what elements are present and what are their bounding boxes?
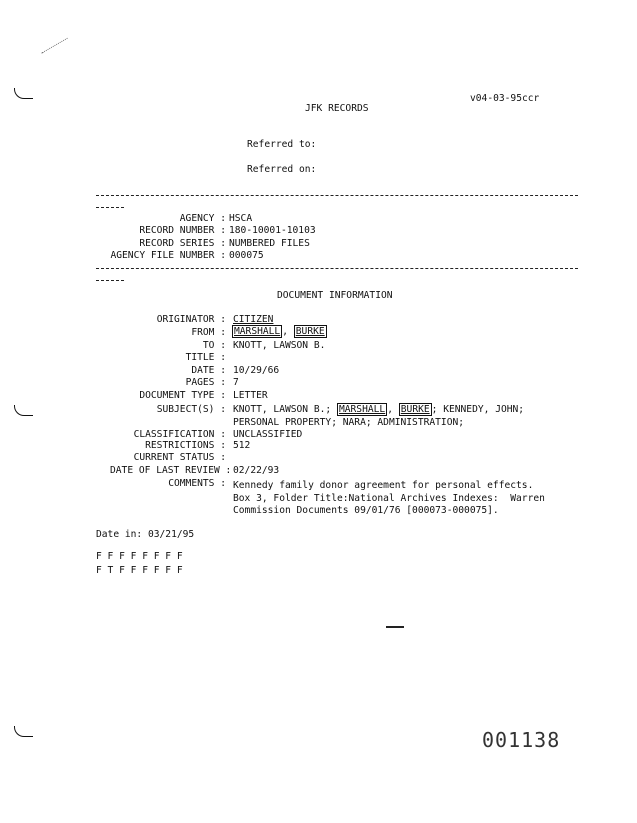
to-value: KNOTT, LAWSON B. <box>233 340 326 351</box>
date-label: DATE : <box>191 365 226 376</box>
flag-row: F F F F F F F F <box>96 551 183 562</box>
to-label: TO : <box>202 340 226 351</box>
date-value: 10/29/66 <box>233 365 280 376</box>
record-series-value: NUMBERED FILES <box>229 238 310 249</box>
originator-value: CITIZEN <box>233 314 274 325</box>
divider <box>96 268 578 269</box>
comments-line: Box 3, Folder Title:National Archives Indexes: Warren <box>233 493 545 504</box>
subjects-value-line2: PERSONAL PROPERTY; NARA; ADMINISTRATION; <box>233 417 465 428</box>
agency-file-number-label: AGENCY FILE NUMBER : <box>110 250 226 261</box>
page-title: JFK RECORDS <box>305 103 369 114</box>
divider <box>96 280 124 281</box>
page-stamp: 001138 <box>482 728 561 752</box>
agency-label: AGENCY : <box>179 213 226 224</box>
document-code: v04-03-95ccr <box>470 93 540 104</box>
last-review-label: DATE OF LAST REVIEW : <box>110 465 232 476</box>
margin-mark <box>14 726 33 737</box>
from-name-burke: BURKE <box>295 326 325 337</box>
pages-label: PAGES : <box>185 377 226 388</box>
classification-label: CLASSIFICATION : <box>133 429 226 440</box>
divider <box>96 195 578 196</box>
stroke-mark <box>386 626 404 628</box>
flag-row: F T F F F F F F <box>96 565 183 576</box>
from-name-marshall: MARSHALL <box>234 326 281 337</box>
comments-line: Commission Documents 09/01/76 [000073-000075]. <box>233 505 499 516</box>
last-review-value: 02/22/93 <box>233 465 280 476</box>
margin-mark <box>14 88 33 99</box>
section-heading: DOCUMENT INFORMATION <box>277 290 393 301</box>
record-number-label: RECORD NUMBER : <box>139 225 226 236</box>
subject-marshall: MARSHALL <box>338 404 386 415</box>
subjects-label: SUBJECT(S) : <box>156 404 226 415</box>
record-number-value: 180-10001-10103 <box>229 225 316 236</box>
agency-file-number-value: 000075 <box>229 250 264 261</box>
from-value: MARSHALL , BURKE <box>234 326 325 337</box>
title-label: TITLE : <box>185 352 226 363</box>
referred-to: Referred to: <box>247 139 317 150</box>
date-in: Date in: 03/21/95 <box>96 529 195 540</box>
speck-mark <box>41 38 76 69</box>
from-label: FROM : <box>191 327 226 338</box>
pages-value: 7 <box>233 377 239 388</box>
document-type-value: LETTER <box>233 390 268 401</box>
subject-burke: BURKE <box>400 404 430 415</box>
originator-label: ORIGINATOR : <box>156 314 226 325</box>
document-type-label: DOCUMENT TYPE : <box>139 390 226 401</box>
classification-value: UNCLASSIFIED <box>233 429 303 440</box>
restrictions-label: RESTRICTIONS : <box>145 440 226 451</box>
subjects-value: KNOTT, LAWSON B.; MARSHALL , BURKE ; KENNEDY, JOHN; <box>233 404 525 415</box>
comments-label: COMMENTS : <box>168 478 226 489</box>
margin-mark <box>14 405 33 416</box>
record-series-label: RECORD SERIES : <box>139 238 226 249</box>
divider <box>96 207 124 208</box>
referred-on: Referred on: <box>247 164 317 175</box>
restrictions-value: 512 <box>233 440 251 451</box>
current-status-label: CURRENT STATUS : <box>133 452 226 463</box>
comments-line: Kennedy family donor agreement for personal effects. <box>233 480 534 491</box>
agency-value: HSCA <box>229 213 253 224</box>
